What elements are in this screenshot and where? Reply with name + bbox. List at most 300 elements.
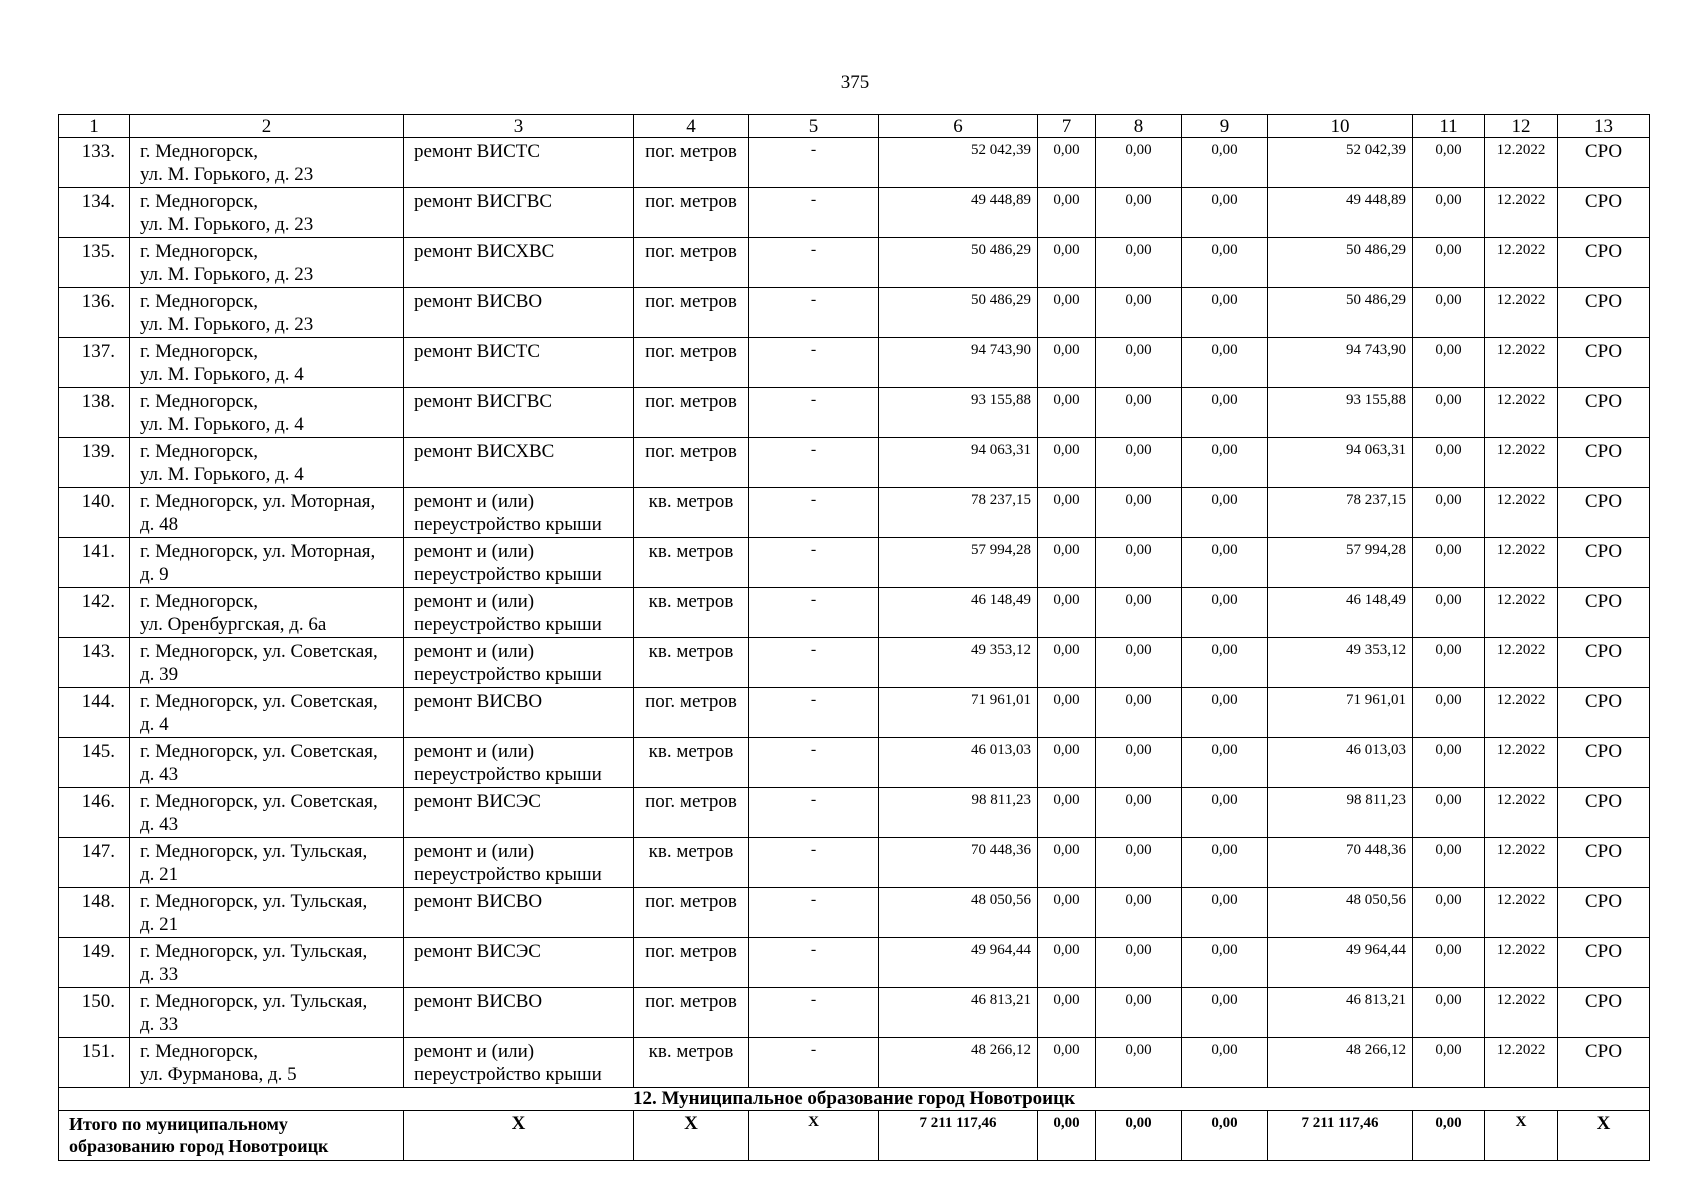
work-type-line1: ремонт ВИСХВС — [414, 441, 555, 462]
address-line1: г. Медногорск, ул. Тульская, — [140, 891, 368, 912]
owner-funds-cell: 48 050,56 — [1268, 888, 1413, 938]
owner-funds-cell: 70 448,36 — [1268, 838, 1413, 888]
address-cell — [130, 888, 404, 938]
other-funds-cell: 0,00 — [1413, 738, 1485, 788]
address-cell — [130, 638, 404, 688]
unit-cell: пог. метров — [634, 288, 749, 338]
address-line1: г. Медногорск, ул. Советская, — [140, 791, 378, 812]
other-funds-cell: 0,00 — [1413, 638, 1485, 688]
owner-funds-cell: 98 811,23 — [1268, 788, 1413, 838]
row-number: 146. — [59, 788, 130, 838]
owner-funds-cell: 94 063,31 — [1268, 438, 1413, 488]
fund-type-cell: СРО — [1558, 838, 1650, 888]
address-line1: г. Медногорск, — [140, 391, 259, 412]
row-number: 141. — [59, 538, 130, 588]
unit-cell: кв. метров — [634, 488, 749, 538]
row-number: 139. — [59, 438, 130, 488]
other-funds-cell: 0,00 — [1413, 838, 1485, 888]
volume-cell: - — [749, 288, 879, 338]
fund-cell-8: 0,00 — [1096, 1038, 1182, 1088]
address-cell — [130, 338, 404, 388]
work-type-line1: ремонт и (или) — [414, 491, 535, 512]
total-cost-cell: 50 486,29 — [879, 288, 1038, 338]
address-line1: г. Медногорск, ул. Советская, — [140, 691, 378, 712]
header-cell: 5 — [749, 115, 879, 138]
fund-cell-7: 0,00 — [1038, 688, 1096, 738]
fund-cell-9: 0,00 — [1182, 488, 1268, 538]
work-type-line1: ремонт ВИСЭС — [414, 791, 541, 812]
table-row — [59, 638, 1650, 688]
volume-cell: - — [749, 838, 879, 888]
fund-cell-8: 0,00 — [1096, 438, 1182, 488]
fund-cell-8: 0,00 — [1096, 838, 1182, 888]
work-type-line2: переустройство крыши — [414, 564, 602, 585]
volume-cell: - — [749, 788, 879, 838]
address-cell — [130, 538, 404, 588]
row-number: 136. — [59, 288, 130, 338]
deadline-cell: 12.2022 — [1485, 438, 1558, 488]
fund-cell-8: 0,00 — [1096, 988, 1182, 1038]
fund-type-cell: СРО — [1558, 738, 1650, 788]
fund-cell-9: 0,00 — [1182, 1038, 1268, 1088]
address-line1: г. Медногорск, ул. Тульская, — [140, 841, 368, 862]
volume-cell: - — [749, 988, 879, 1038]
deadline-cell: 12.2022 — [1485, 338, 1558, 388]
address-cell — [130, 588, 404, 638]
fund-cell-8: 0,00 — [1096, 938, 1182, 988]
unit-cell: кв. метров — [634, 588, 749, 638]
other-funds-cell: 0,00 — [1413, 988, 1485, 1038]
work-type-cell — [404, 638, 634, 688]
row-number: 144. — [59, 688, 130, 738]
other-funds-cell: 0,00 — [1413, 488, 1485, 538]
unit-cell: кв. метров — [634, 838, 749, 888]
fund-cell-9: 0,00 — [1182, 738, 1268, 788]
other-funds-cell: 0,00 — [1413, 688, 1485, 738]
row-number: 151. — [59, 1038, 130, 1088]
header-cell: 9 — [1182, 115, 1268, 138]
table-row — [59, 938, 1650, 988]
fund-cell-9: 0,00 — [1182, 538, 1268, 588]
address-line1: г. Медногорск, ул. Тульская, — [140, 941, 368, 962]
fund-type-cell: СРО — [1558, 588, 1650, 638]
fund-cell-7: 0,00 — [1038, 488, 1096, 538]
total-col3: X — [404, 1111, 634, 1161]
work-type-cell — [404, 288, 634, 338]
deadline-cell: 12.2022 — [1485, 838, 1558, 888]
address-cell — [130, 438, 404, 488]
table-row — [59, 488, 1650, 538]
unit-cell: пог. метров — [634, 888, 749, 938]
fund-cell-8: 0,00 — [1096, 588, 1182, 638]
fund-cell-9: 0,00 — [1182, 938, 1268, 988]
address-cell — [130, 188, 404, 238]
unit-cell: пог. метров — [634, 438, 749, 488]
total-cost-cell: 49 448,89 — [879, 188, 1038, 238]
fund-type-cell: СРО — [1558, 238, 1650, 288]
deadline-cell: 12.2022 — [1485, 688, 1558, 738]
page-number: 375 — [840, 72, 870, 93]
other-funds-cell: 0,00 — [1413, 388, 1485, 438]
unit-cell: кв. метров — [634, 1038, 749, 1088]
work-type-cell — [404, 738, 634, 788]
fund-cell-9: 0,00 — [1182, 988, 1268, 1038]
fund-type-cell: СРО — [1558, 988, 1650, 1038]
work-type-cell — [404, 238, 634, 288]
header-cell: 1 — [59, 115, 130, 138]
total-cost-cell: 78 237,15 — [879, 488, 1038, 538]
fund-cell-8: 0,00 — [1096, 738, 1182, 788]
fund-cell-7: 0,00 — [1038, 638, 1096, 688]
row-number: 142. — [59, 588, 130, 638]
fund-cell-9: 0,00 — [1182, 138, 1268, 188]
fund-type-cell: СРО — [1558, 438, 1650, 488]
row-number: 145. — [59, 738, 130, 788]
address-cell — [130, 488, 404, 538]
total-col12: X — [1485, 1111, 1558, 1161]
volume-cell: - — [749, 738, 879, 788]
work-type-line2: переустройство крыши — [414, 1064, 602, 1085]
table-row — [59, 1038, 1650, 1088]
total-col4: X — [634, 1111, 749, 1161]
address-line2: ул. М. Горького, д. 23 — [140, 264, 314, 285]
address-line2: ул. М. Горького, д. 4 — [140, 464, 304, 485]
address-cell — [130, 388, 404, 438]
fund-cell-8: 0,00 — [1096, 788, 1182, 838]
header-cell: 10 — [1268, 115, 1413, 138]
work-type-line1: ремонт ВИСГВС — [414, 391, 553, 412]
row-number: 148. — [59, 888, 130, 938]
work-type-line1: ремонт ВИСВО — [414, 291, 543, 312]
deadline-cell: 12.2022 — [1485, 588, 1558, 638]
address-cell — [130, 288, 404, 338]
owner-funds-cell: 57 994,28 — [1268, 538, 1413, 588]
work-type-line1: ремонт ВИСЭС — [414, 941, 541, 962]
table-row — [59, 838, 1650, 888]
fund-cell-8: 0,00 — [1096, 538, 1182, 588]
fund-cell-7: 0,00 — [1038, 138, 1096, 188]
work-type-line2: переустройство крыши — [414, 614, 602, 635]
owner-funds-cell: 46 813,21 — [1268, 988, 1413, 1038]
work-type-cell — [404, 588, 634, 638]
row-number: 133. — [59, 138, 130, 188]
row-number: 138. — [59, 388, 130, 438]
unit-cell: кв. метров — [634, 538, 749, 588]
owner-funds-cell: 48 266,12 — [1268, 1038, 1413, 1088]
total-cost-cell: 98 811,23 — [879, 788, 1038, 838]
unit-cell: пог. метров — [634, 188, 749, 238]
total-col10: 7 211 117,46 — [1268, 1111, 1413, 1161]
table-row — [59, 538, 1650, 588]
address-cell — [130, 988, 404, 1038]
fund-cell-9: 0,00 — [1182, 888, 1268, 938]
table-row — [59, 238, 1650, 288]
fund-cell-7: 0,00 — [1038, 338, 1096, 388]
other-funds-cell: 0,00 — [1413, 338, 1485, 388]
unit-cell: кв. метров — [634, 638, 749, 688]
total-cost-cell: 71 961,01 — [879, 688, 1038, 738]
address-line1: г. Медногорск, ул. Тульская, — [140, 991, 368, 1012]
deadline-cell: 12.2022 — [1485, 888, 1558, 938]
total-col6: 7 211 117,46 — [879, 1111, 1038, 1161]
table-row — [59, 288, 1650, 338]
header-cell: 13 — [1558, 115, 1650, 138]
other-funds-cell: 0,00 — [1413, 138, 1485, 188]
fund-type-cell: СРО — [1558, 888, 1650, 938]
header-cell: 8 — [1096, 115, 1182, 138]
work-type-cell — [404, 538, 634, 588]
volume-cell: - — [749, 638, 879, 688]
unit-cell: кв. метров — [634, 738, 749, 788]
work-type-line1: ремонт и (или) — [414, 591, 535, 612]
address-line1: г. Медногорск, — [140, 441, 259, 462]
table-row — [59, 138, 1650, 188]
fund-cell-8: 0,00 — [1096, 138, 1182, 188]
fund-cell-9: 0,00 — [1182, 388, 1268, 438]
total-cost-cell: 46 148,49 — [879, 588, 1038, 638]
fund-type-cell: СРО — [1558, 538, 1650, 588]
owner-funds-cell: 46 148,49 — [1268, 588, 1413, 638]
owner-funds-cell: 52 042,39 — [1268, 138, 1413, 188]
address-cell — [130, 688, 404, 738]
unit-cell: пог. метров — [634, 988, 749, 1038]
fund-cell-8: 0,00 — [1096, 188, 1182, 238]
total-cost-cell: 94 063,31 — [879, 438, 1038, 488]
work-type-line1: ремонт ВИСВО — [414, 891, 543, 912]
address-line1: г. Медногорск, ул. Моторная, — [140, 491, 376, 512]
table-row — [59, 988, 1650, 1038]
address-cell — [130, 738, 404, 788]
other-funds-cell: 0,00 — [1413, 438, 1485, 488]
fund-type-cell: СРО — [1558, 388, 1650, 438]
other-funds-cell: 0,00 — [1413, 788, 1485, 838]
work-type-cell — [404, 438, 634, 488]
owner-funds-cell: 50 486,29 — [1268, 288, 1413, 338]
owner-funds-cell: 71 961,01 — [1268, 688, 1413, 738]
fund-cell-7: 0,00 — [1038, 588, 1096, 638]
address-line2: ул. М. Горького, д. 4 — [140, 414, 304, 435]
deadline-cell: 12.2022 — [1485, 388, 1558, 438]
table-row — [59, 738, 1650, 788]
volume-cell: - — [749, 138, 879, 188]
address-line1: г. Медногорск, ул. Моторная, — [140, 541, 376, 562]
capital-repair-table — [58, 114, 1650, 1161]
total-cost-cell: 52 042,39 — [879, 138, 1038, 188]
deadline-cell: 12.2022 — [1485, 538, 1558, 588]
fund-type-cell: СРО — [1558, 138, 1650, 188]
total-col8: 0,00 — [1096, 1111, 1182, 1161]
address-line2: д. 43 — [140, 764, 179, 785]
unit-cell: пог. метров — [634, 238, 749, 288]
other-funds-cell: 0,00 — [1413, 588, 1485, 638]
table-row — [59, 388, 1650, 438]
fund-type-cell: СРО — [1558, 638, 1650, 688]
total-col5: X — [749, 1111, 879, 1161]
work-type-line1: ремонт ВИСВО — [414, 691, 543, 712]
work-type-cell — [404, 188, 634, 238]
work-type-cell — [404, 1038, 634, 1088]
address-line1: г. Медногорск, ул. Советская, — [140, 641, 378, 662]
address-line2: д. 33 — [140, 1014, 179, 1035]
deadline-cell: 12.2022 — [1485, 188, 1558, 238]
total-cost-cell: 93 155,88 — [879, 388, 1038, 438]
deadline-cell: 12.2022 — [1485, 738, 1558, 788]
owner-funds-cell: 93 155,88 — [1268, 388, 1413, 438]
fund-cell-7: 0,00 — [1038, 988, 1096, 1038]
fund-cell-7: 0,00 — [1038, 238, 1096, 288]
table-row — [59, 338, 1650, 388]
address-line1: г. Медногорск, — [140, 291, 259, 312]
fund-cell-9: 0,00 — [1182, 238, 1268, 288]
other-funds-cell: 0,00 — [1413, 188, 1485, 238]
total-label-line2: образованию город Новотроицк — [69, 1136, 329, 1156]
work-type-cell — [404, 938, 634, 988]
work-type-cell — [404, 988, 634, 1038]
total-cost-cell: 49 353,12 — [879, 638, 1038, 688]
work-type-line1: ремонт и (или) — [414, 841, 535, 862]
address-line2: д. 4 — [140, 714, 169, 735]
unit-cell: пог. метров — [634, 138, 749, 188]
address-line2: д. 21 — [140, 914, 179, 935]
other-funds-cell: 0,00 — [1413, 238, 1485, 288]
total-cost-cell: 57 994,28 — [879, 538, 1038, 588]
fund-cell-9: 0,00 — [1182, 838, 1268, 888]
table-row — [59, 438, 1650, 488]
address-line1: г. Медногорск, — [140, 141, 259, 162]
volume-cell: - — [749, 1038, 879, 1088]
total-cost-cell: 46 013,03 — [879, 738, 1038, 788]
table-row — [59, 888, 1650, 938]
fund-type-cell: СРО — [1558, 488, 1650, 538]
work-type-line2: переустройство крыши — [414, 514, 602, 535]
fund-cell-7: 0,00 — [1038, 438, 1096, 488]
work-type-line1: ремонт ВИСГВС — [414, 191, 553, 212]
deadline-cell: 12.2022 — [1485, 938, 1558, 988]
row-number: 135. — [59, 238, 130, 288]
table-row — [59, 188, 1650, 238]
volume-cell: - — [749, 588, 879, 638]
unit-cell: пог. метров — [634, 388, 749, 438]
owner-funds-cell: 49 448,89 — [1268, 188, 1413, 238]
work-type-line2: переустройство крыши — [414, 864, 602, 885]
work-type-cell — [404, 788, 634, 838]
address-line2: ул. М. Горького, д. 4 — [140, 364, 304, 385]
fund-cell-8: 0,00 — [1096, 688, 1182, 738]
header-cell: 2 — [130, 115, 404, 138]
row-number: 147. — [59, 838, 130, 888]
fund-cell-9: 0,00 — [1182, 788, 1268, 838]
volume-cell: - — [749, 188, 879, 238]
deadline-cell: 12.2022 — [1485, 988, 1558, 1038]
deadline-cell: 12.2022 — [1485, 788, 1558, 838]
total-row — [59, 1111, 1650, 1161]
table-row — [59, 588, 1650, 638]
fund-cell-8: 0,00 — [1096, 338, 1182, 388]
unit-cell: пог. метров — [634, 338, 749, 388]
work-type-line1: ремонт ВИСТС — [414, 341, 541, 362]
volume-cell: - — [749, 888, 879, 938]
address-line1: г. Медногорск, — [140, 241, 259, 262]
volume-cell: - — [749, 688, 879, 738]
address-line2: ул. Оренбургская, д. 6а — [140, 614, 327, 635]
address-line2: ул. Фурманова, д. 5 — [140, 1064, 297, 1085]
volume-cell: - — [749, 538, 879, 588]
fund-cell-8: 0,00 — [1096, 388, 1182, 438]
address-line2: д. 21 — [140, 864, 179, 885]
volume-cell: - — [749, 438, 879, 488]
owner-funds-cell: 49 964,44 — [1268, 938, 1413, 988]
deadline-cell: 12.2022 — [1485, 638, 1558, 688]
fund-cell-8: 0,00 — [1096, 638, 1182, 688]
total-cost-cell: 94 743,90 — [879, 338, 1038, 388]
fund-cell-7: 0,00 — [1038, 888, 1096, 938]
address-line2: д. 39 — [140, 664, 179, 685]
fund-type-cell: СРО — [1558, 1038, 1650, 1088]
fund-type-cell: СРО — [1558, 188, 1650, 238]
address-line2: д. 33 — [140, 964, 179, 985]
other-funds-cell: 0,00 — [1413, 888, 1485, 938]
work-type-line2: переустройство крыши — [414, 664, 602, 685]
fund-type-cell: СРО — [1558, 788, 1650, 838]
owner-funds-cell: 50 486,29 — [1268, 238, 1413, 288]
unit-cell: пог. метров — [634, 688, 749, 738]
address-cell — [130, 238, 404, 288]
work-type-line1: ремонт ВИСВО — [414, 991, 543, 1012]
deadline-cell: 12.2022 — [1485, 138, 1558, 188]
row-number: 140. — [59, 488, 130, 538]
owner-funds-cell: 46 013,03 — [1268, 738, 1413, 788]
unit-cell: пог. метров — [634, 938, 749, 988]
address-line2: д. 43 — [140, 814, 179, 835]
total-col9: 0,00 — [1182, 1111, 1268, 1161]
address-cell — [130, 788, 404, 838]
work-type-cell — [404, 888, 634, 938]
fund-cell-7: 0,00 — [1038, 388, 1096, 438]
fund-cell-7: 0,00 — [1038, 838, 1096, 888]
owner-funds-cell: 94 743,90 — [1268, 338, 1413, 388]
header-cell: 6 — [879, 115, 1038, 138]
fund-cell-8: 0,00 — [1096, 888, 1182, 938]
fund-cell-9: 0,00 — [1182, 338, 1268, 388]
section-row — [59, 1088, 1650, 1111]
header-cell: 12 — [1485, 115, 1558, 138]
volume-cell: - — [749, 388, 879, 438]
section-title: 12. Муниципальное образование город Новотроицк — [59, 1088, 1650, 1111]
unit-cell: пог. метров — [634, 788, 749, 838]
fund-type-cell: СРО — [1558, 938, 1650, 988]
row-number: 149. — [59, 938, 130, 988]
deadline-cell: 12.2022 — [1485, 1038, 1558, 1088]
total-label — [59, 1111, 404, 1161]
other-funds-cell: 0,00 — [1413, 288, 1485, 338]
volume-cell: - — [749, 238, 879, 288]
fund-cell-8: 0,00 — [1096, 488, 1182, 538]
address-line2: д. 48 — [140, 514, 179, 535]
total-col11: 0,00 — [1413, 1111, 1485, 1161]
owner-funds-cell: 78 237,15 — [1268, 488, 1413, 538]
work-type-line2: переустройство крыши — [414, 764, 602, 785]
work-type-cell — [404, 488, 634, 538]
fund-cell-9: 0,00 — [1182, 588, 1268, 638]
table-row — [59, 788, 1650, 838]
work-type-cell — [404, 388, 634, 438]
address-cell — [130, 138, 404, 188]
fund-cell-8: 0,00 — [1096, 238, 1182, 288]
work-type-cell — [404, 838, 634, 888]
address-line1: г. Медногорск, — [140, 591, 259, 612]
fund-cell-9: 0,00 — [1182, 438, 1268, 488]
other-funds-cell: 0,00 — [1413, 938, 1485, 988]
